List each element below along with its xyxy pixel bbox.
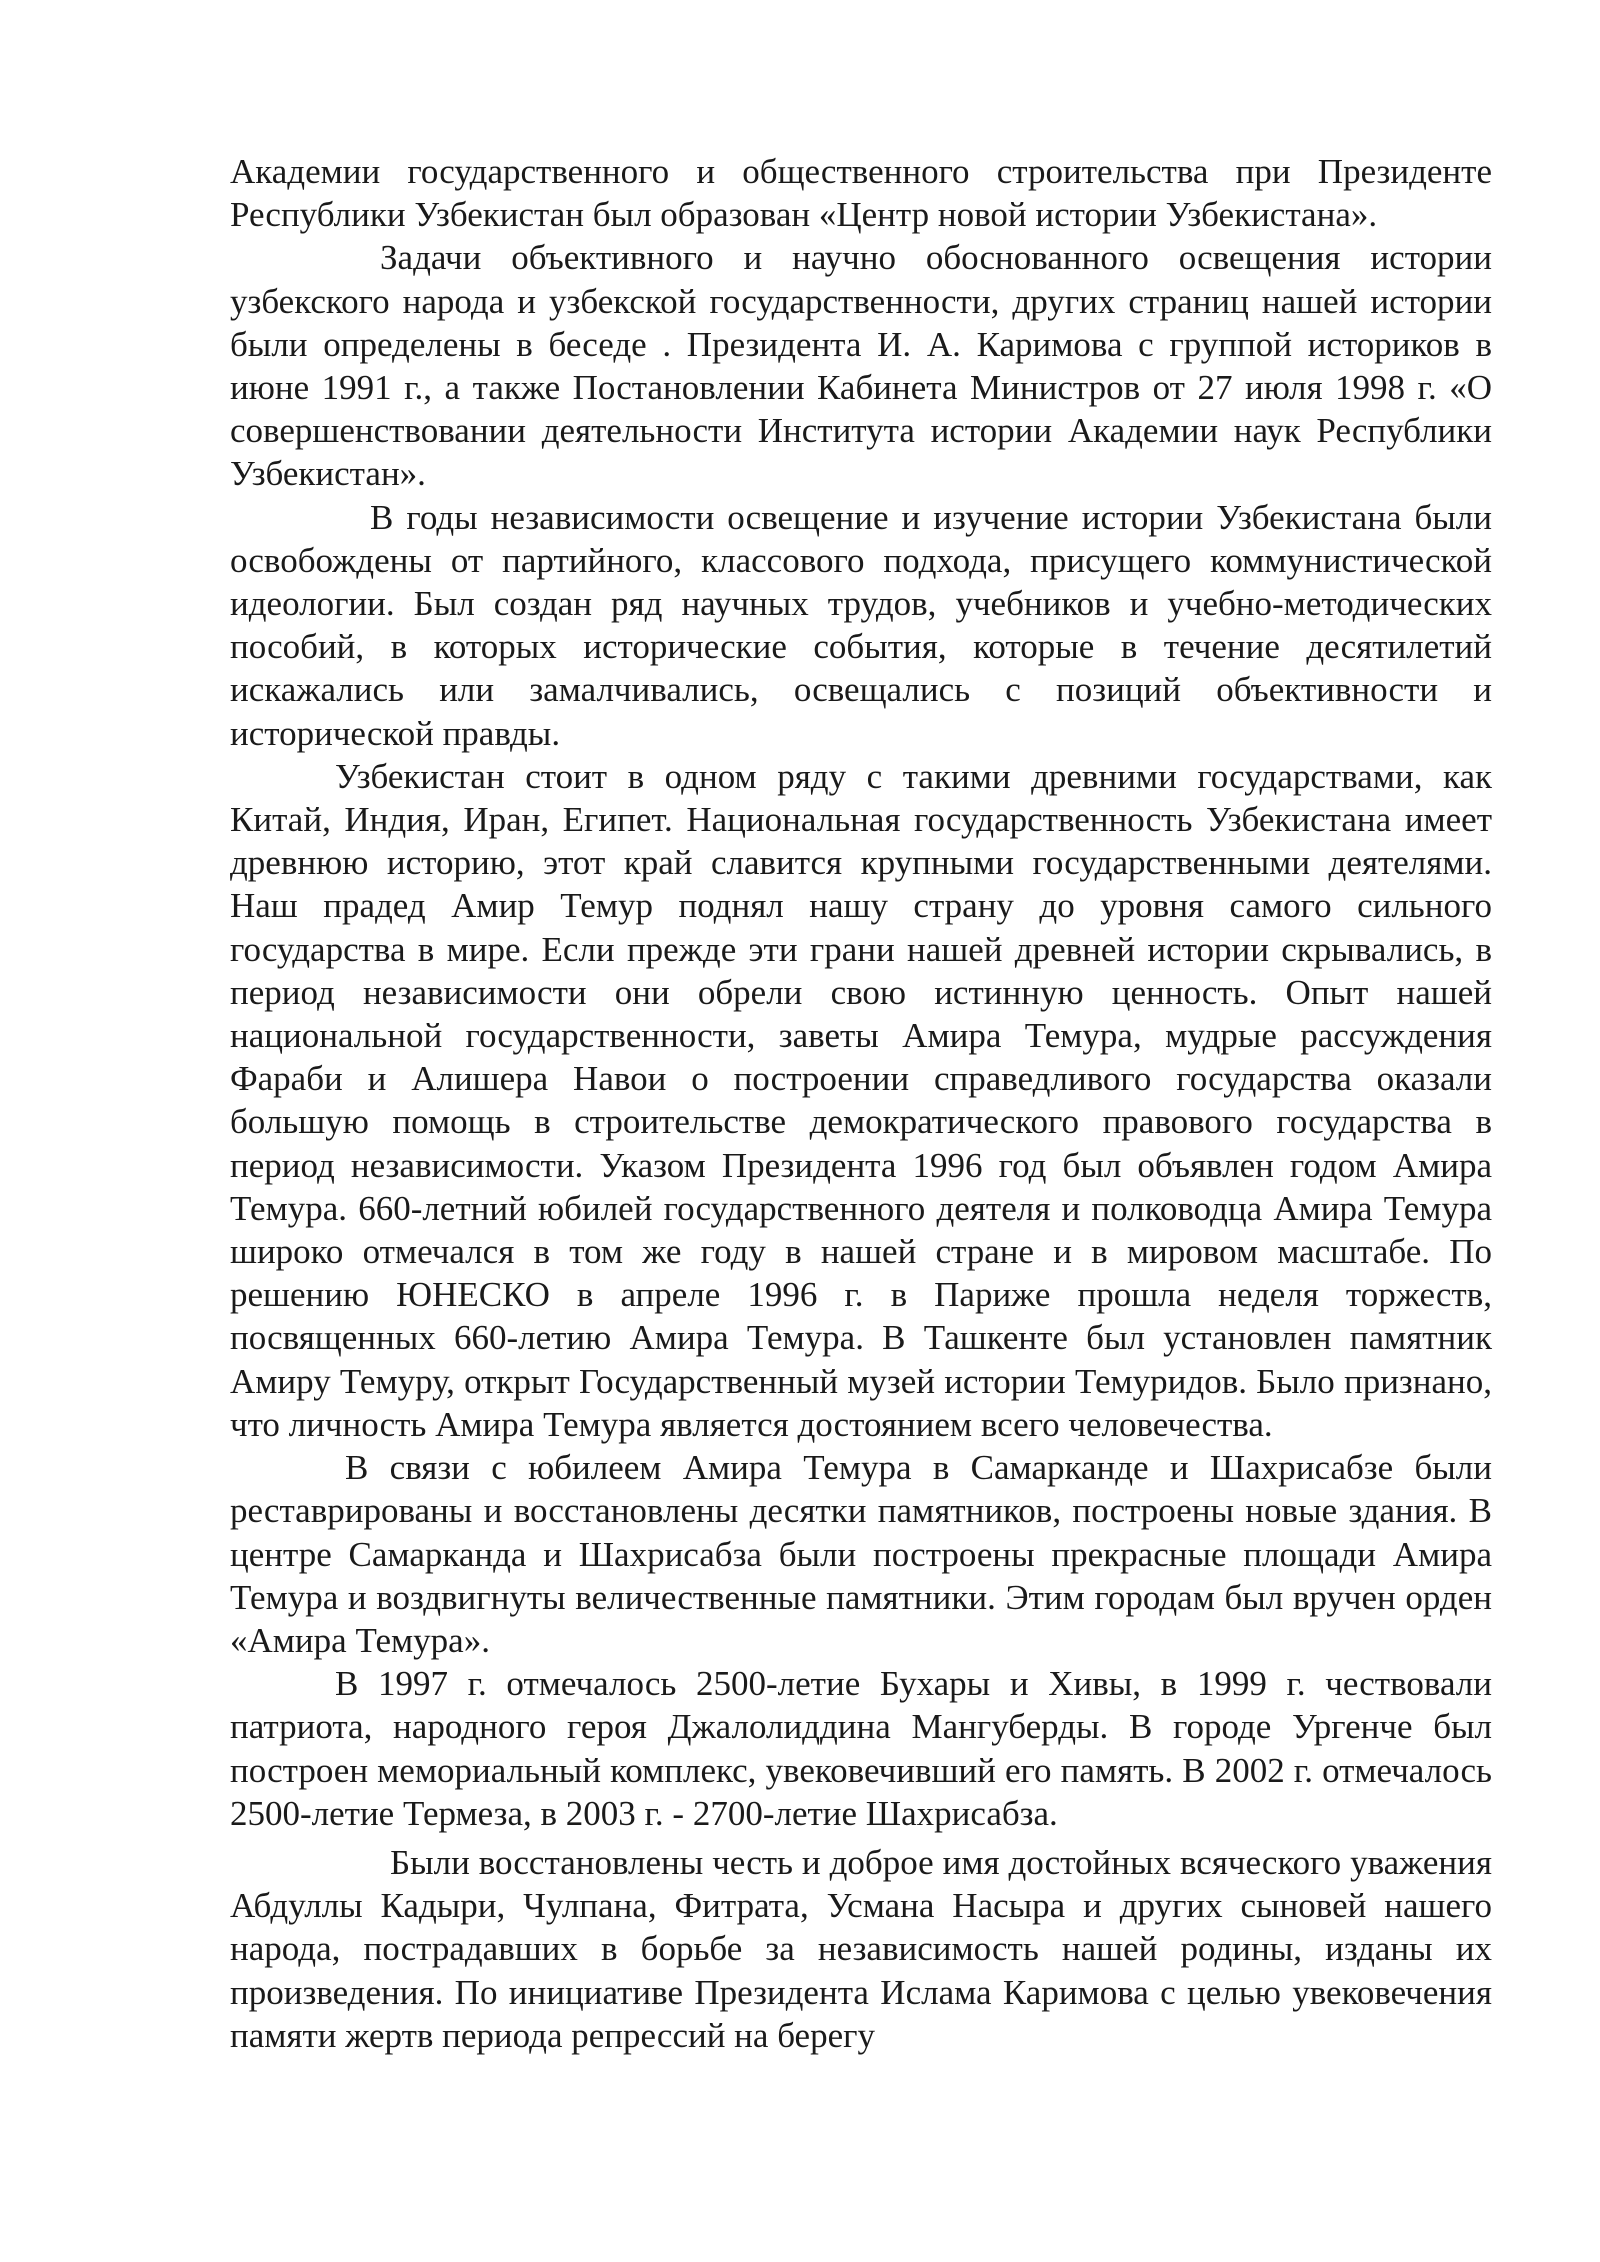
paragraph-amir-temur: Узбекистан стоит в одном ряду с такими древними государствами, как Китай, Индия, Иран, Египет. Национальная государственность Узбекистана имеет древнюю историю, этот край славится крупными государственными деятелями. Наш прадед Амир Темур поднял нашу страну до уровня самого сильного государства в мире. Если прежде эти грани нашей древней истории скрывались, в период независимости они обрели свою истинную ценность. Опыт нашей национальной государственности, заветы Амира Темура, мудрые рассуждения Фараби и Алишера Навои о построении справедливого государства оказали большую помощь в строительстве демократического правового государства в период независимости. Указом Президента 1996 год был объявлен годом Амира Темура. 660-летний юбилей государственного деятеля и полководца Амира Темура широко отмечался в том же году в нашей стране и в мировом масштабе. По решению ЮНЕСКО в апреле 1996 г. в Париже прошла неделя торжеств, посвященных 660-летию Амира Темура. В Ташкенте был установлен памятник Амиру Темуру, открыт Государственный музей истории Темуридов. Было признано, что личность Амира Темура является достоянием всего человечества. xyxy=(230,756,1492,1444)
paragraph-city-anniversaries: В 1997 г. отмечалось 2500-летие Бухары и Хивы, в 1999 г. чествовали патриота, народного героя Джалолиддина Мангуберды. В городе Ургенче был построен мемориальный комплекс, увековечивший его память. В 2002 г. отмечалось 2500-летие Термеза, в 2003 г. - 2700-летие Шахрисабза. xyxy=(230,1664,1492,1833)
paragraph-rehabilitation: Были восстановлены честь и доброе имя достойных всяческого уважения Абдуллы Кадыри, Чулпана, Фитрата, Усмана Насыра и других сыновей нашего народа, пострадавших в борьбе за независимость нашей родины, изданы их произведения. По инициативе Президента Ислама Каримова с целью увековечения памяти жертв периода репрессий на берегу xyxy=(230,1842,1492,2055)
paragraph-academy-center: Академии государственного и общественного строительства при Президенте Республики Узбекистан был образован «Центр новой истории Узбекистана». xyxy=(230,152,1492,235)
paragraph-jubilee-restoration: В связи с юбилеем Амира Темура в Самарканде и Шахрисабзе были реставрированы и восстановлены десятки памятников, построены новые здания. В центре Самарканда и Шахрисабза были построены прекрасные площади Амира Темура и воздвигнуты величественные памятники. Этим городам был вручен орден «Амира Темура». xyxy=(230,1448,1492,1660)
paragraph-independence-years: В годы независимости освещение и изучение истории Узбекистана были освобождены от партийного, классового подхода, присущего коммунистической идеологии. Был создан ряд научных трудов, учебников и учебно-методических пособий, в которых исторические события, которые в течение десятилетий искажались или замалчивались, освещались с позиций объективности и исторической правды. xyxy=(230,497,1492,753)
paragraph-history-tasks: Задачи объективного и научно обоснованного освещения истории узбекского народа и узбекской государственности, других страниц нашей истории были определены в беседе . Президента И. А. Каримова с группой историков в июне 1991 г., а также Постановлении Кабинета Министров от 27 июля 1998 г. «О совершенствовании деятельности Института истории Академии наук Республики Узбекистан». xyxy=(230,238,1492,494)
document-body xyxy=(230,150,1492,2057)
